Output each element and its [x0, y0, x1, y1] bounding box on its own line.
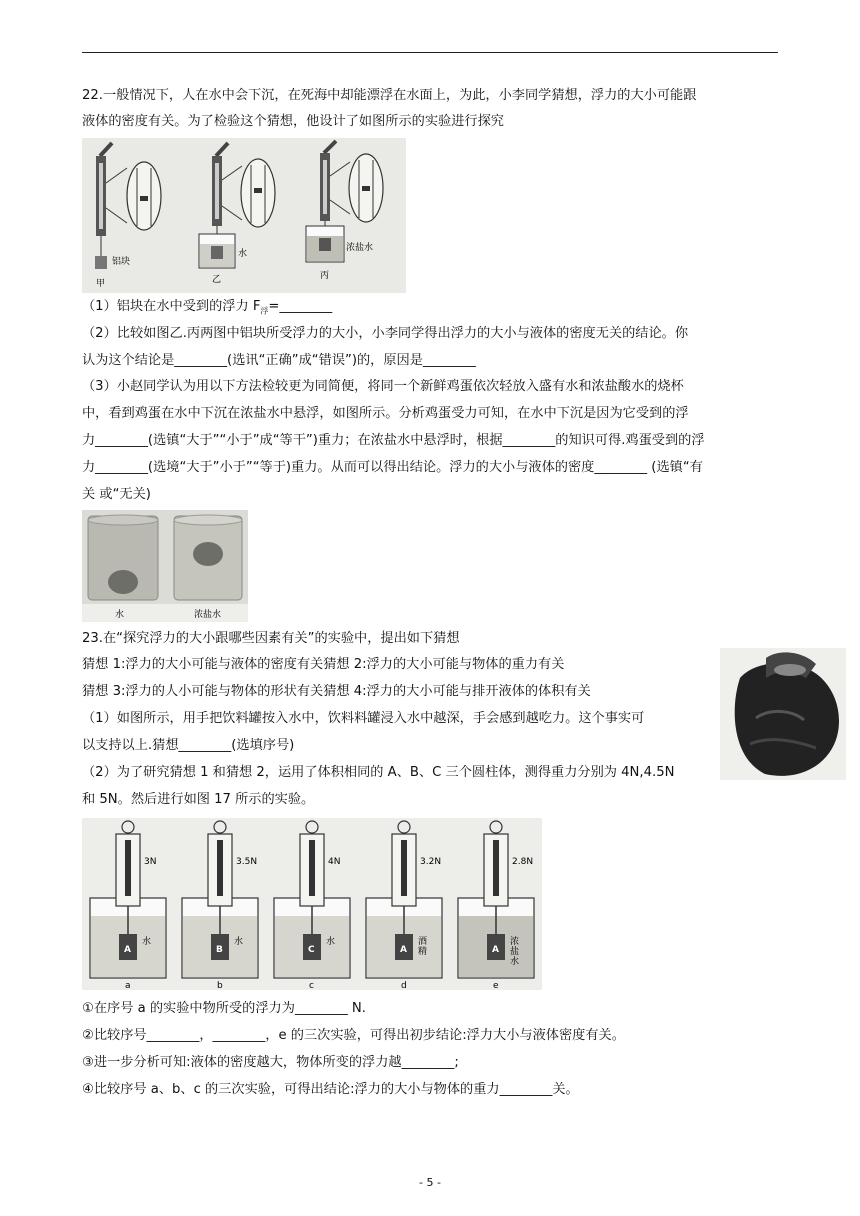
q23-part2-line2: 和 5N。然后进行如图 17 所示的实验。 — [82, 792, 315, 807]
q22-part3-line2: 中，看到鸡蛋在水中下沉在浓盐水中悬浮，如图所示。分析鸡蛋受力可知，在水中下沉是因为它受到的浮 — [82, 406, 689, 421]
q22-part2-line1: （2）比较如图乙.丙两图中铝块所受浮力的大小，小李同学得出浮力的大小与液体的密度无关的结论。你 — [82, 326, 689, 341]
q23-sub2: ②比较序号________，________，e 的三次实验，可得出初步结论:浮力大小与液体密度有关。 — [82, 1028, 625, 1043]
scale-ring-d — [398, 821, 410, 833]
egg-label-brine: 浓盐水 — [194, 610, 222, 620]
letter-c: c — [309, 981, 314, 990]
liquid-label-c-0: 水 — [326, 937, 336, 947]
q22-part1: （1）铝块在水中受到的浮力 $F_浮=\_\_\_\_\_\_\_\_$ — [82, 299, 333, 316]
reading-c: 4N — [328, 857, 341, 867]
q22-stem-line1: 22.一般情况下，人在水中会下沉，在死海中却能漂浮在水面上，为此，小李同学猜想，浮力的大小可能跟 — [82, 88, 697, 103]
reading-e: 2.8N — [512, 857, 534, 867]
beaker-water — [88, 515, 158, 600]
q22-egg-figure — [82, 510, 248, 622]
liquid-label-e-1: 盐 — [510, 947, 520, 957]
reading-b: 3.5N — [236, 857, 258, 867]
tag-aluminum-block: 铝块 — [112, 257, 131, 267]
scale-ring-e — [490, 821, 502, 833]
page-number: - 5 - — [419, 1176, 441, 1189]
scale-spring-e — [493, 840, 499, 896]
scale-spring-d — [401, 840, 407, 896]
scale-spring-b — [217, 840, 223, 896]
letter-b: b — [217, 981, 223, 990]
letter-d: d — [401, 981, 407, 990]
reading-d: 3.2N — [420, 857, 442, 867]
beaker-brine — [174, 515, 242, 600]
liquid-label-d-0: 酒 — [418, 937, 428, 947]
q22-part3-line3: 力________(选镇“大于”“小于”成“等干”)重力；在浓盐水中悬浮时，根据________的知识可得.鸡蛋受到的浮 — [82, 433, 705, 448]
q23-guess-line1: 猜想 1:浮力的大小可能与液体的密度有关猜想 2:浮力的大小可能与物体的重力有关 — [82, 657, 565, 672]
liquid-label-e-2: 水 — [510, 957, 520, 967]
label-jia: 甲 — [96, 279, 106, 289]
scale-spring-a — [125, 840, 131, 896]
label-bing: 丙 — [320, 271, 330, 281]
scale-yi — [199, 143, 275, 268]
letter-e: e — [493, 981, 499, 990]
tag-water: 水 — [238, 249, 248, 259]
scale-ring-a — [122, 821, 134, 833]
scale-ring-c — [306, 821, 318, 833]
liquid-label-b-0: 水 — [234, 937, 244, 947]
egg-suspended-icon — [193, 542, 223, 566]
scale-spring-c — [309, 840, 315, 896]
q22-part3-line1: （3）小赵同学认为用以下方法检较更为同简便，将同一个新鲜鸡蛋依次轻放入盛有水和浓盐酸水的烧杯 — [82, 379, 684, 394]
egg-sunk-icon — [108, 570, 138, 594]
q22-spring-scale-figure — [82, 138, 406, 293]
header-rule — [82, 52, 778, 53]
egg-label-water: 水 — [115, 610, 125, 620]
tag-brine: 浓盐水 — [346, 243, 374, 253]
q23-part1-line1: （1）如图所示，用手把饮料罐按入水中，饮料料罐浸入水中越深，手会感到越吃力。这个事实可 — [82, 711, 645, 726]
cylinder-label-b: B — [216, 945, 223, 955]
q22-stem-line2: 液体的密度有关。为了检验这个猜想，他设计了如图所示的实验进行探究 — [82, 114, 504, 129]
scale-jia — [95, 143, 161, 269]
cylinder-label-c: C — [308, 945, 315, 955]
q23-stem: 23.在“探究浮力的大小跟哪些因素有关”的实验中，提出如下猜想 — [82, 631, 460, 646]
letter-a: a — [125, 981, 131, 990]
cylinder-label-a: A — [124, 945, 131, 955]
liquid-label-e-0: 浓 — [510, 937, 520, 947]
reading-a: 3N — [144, 857, 157, 867]
q23-part2-line1: （2）为了研究猜想 1 和猜想 2，运用了体积相同的 A、B、C 三个圆柱体，测得重力分别为 4N,4.5N — [82, 765, 675, 780]
q22-part3-line5: 关 或“无关) — [82, 487, 151, 502]
q23-guess-line2: 猜想 3:浮力的人小可能与物体的形状有关猜想 4:浮力的大小可能与排开液体的体积有关 — [82, 684, 591, 699]
label-yi: 乙 — [212, 275, 222, 285]
q23-part1-line2: 以支持以上.猜想________(选填序号) — [82, 738, 295, 753]
liquid-label-d-1: 精 — [418, 947, 428, 957]
q22-part3-line4: 力________(选境“大于”小于”“等于)重力。从而可以得出结论。浮力的大小与液体的密度________ (选镇“有 — [82, 460, 703, 475]
scale-ring-b — [214, 821, 226, 833]
q23-can-photo — [720, 648, 846, 780]
q23-sub3: ③进一步分析可知:液体的密度越大，物体所变的浮力越________; — [82, 1055, 459, 1070]
cylinder-label-e: A — [492, 945, 499, 955]
cylinder-label-d: A — [400, 945, 407, 955]
q23-figure-17 — [82, 818, 542, 990]
q23-sub1: ①在序号 a 的实验中物所受的浮力为________ N. — [82, 1001, 366, 1016]
q22-part2-line2: 认为这个结论是________(选讯“正确”成“错误”)的，原因是________ — [82, 353, 476, 368]
q23-sub4: ④比较序号 a、b、c 的三次实验，可得出结论:浮力的大小与物体的重力________关。 — [82, 1082, 579, 1097]
liquid-label-a-0: 水 — [142, 937, 152, 947]
